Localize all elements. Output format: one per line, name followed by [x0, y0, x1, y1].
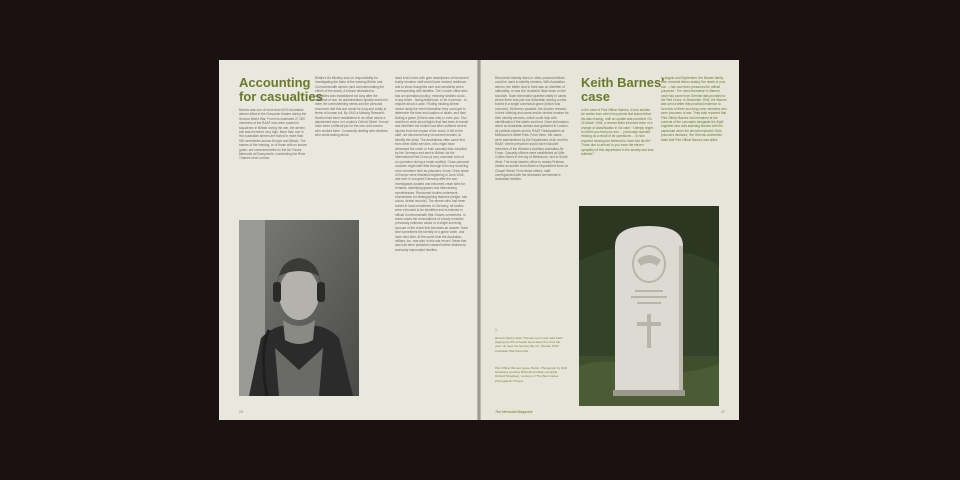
case-title-line-2: case — [581, 89, 610, 104]
airman-portrait-photo — [239, 220, 359, 396]
page-number-right: 27 — [721, 410, 725, 414]
gravestone-photo — [579, 206, 719, 406]
text-column-2: Britain's Air Ministry took on responsibility for investigating the fates of the missing British and Commonwealth airmen (and commemorating the efforts of the dead). A branch dedicated to casualties was established not long after the outbreak of war. Its administrators quickly worked to meet the overwhelming needs and the personal resources that this war would be long and costly in terms of human toll. By 1942 a Missing Research Section had been established in an office above a department store on London's Oxford Street. It must have been a difficult job for the men and women who worked there. Constantly dealing with relatives who wrote asking about — [315, 76, 389, 138]
case-title-line-1: Keith Barnes' — [581, 75, 665, 90]
text-column-3: dead loved ones with grim descriptions of recovered bodily remains: staff would have needed resilience, and to show thoughtful care and sensitivity when corresponding with families. The London office also had an operational policy, meaning families could - in any times - facing telephone, or be in person - to enquire about a case. Finding missing airmen meant using the best information they could get to determine the time and location of death, and then finding a grave (if there was one) or even you. Two months to write about flights that had been in transit and identified the bodies had often suffered severe injuries from the impact of the crash. It fell to the staff, not discovered any recovered remains, to identify the dead. The Australians often came first from other Allied services, who might have witnessed the crash or from casualty lists compiled by the Germans and sent to Britain via the International Red Cross (a very uncertain form of co-operation during a brutal conflict). Close personal contacts might later filter through from any surviving crew members held as prisoners of war. Once areas of Europe were liberated beginning in June 1944, and then in occupied Germany after the war, investigators located and exhumed crash sites for remains, identifying graves and interviewing eyewitnesses. Recovered bodies underwent examination for distinguishing features (height, hair colour, dental records). The airmen who had been buried in local cemeteries in Germany, all bodies were exhumed to be identified and re-interred in official Commonwealth War Graves cemeteries. In some cases the exhumations of a body revealed previously unknown cases or a single surviving account of the crash that becomes an answer. Hard time sometimes the identity of a grave when, and have died later. At the same time the Australian military, too, was also in this war record. News that was had been published caused further distress to anxiously impounded families. — [395, 76, 469, 252]
caption-number-1: 1 — [495, 328, 497, 332]
text-column-6: In August and September, the Barnes family then received letters stating 'the death of your son ... has now been presumed for official purposes'. The new information in Barnes' case had come from German lists provided to the Red Cross. In December 1944, the Barnes was sent a letter that provided evidence to form two of three surviving crew members who were prisoners of war. They both reported that Pilot Officer Barnes had remained at the controls of the Lancaster alongside the flight engineer who was assisting Barnes with the parachute when the aircraft exploded. Both prisoners declared, 'the German authorities state that Pilot Officer Barnes was killed'. — [661, 76, 727, 142]
page-number-left: 24 — [239, 410, 243, 414]
case-title — [581, 76, 664, 104]
left-page — [219, 60, 477, 420]
caption-1: Recent history when Thomas Lyons last read Keith playing the 6th of heads and a letter from him the year. He does his last day like thi.. We like 1943 Australian War Memorial. — [495, 336, 563, 353]
text-column-5: In the case of Pilot Officer Barnes, it took another six weeks from when his parents first learned that his was missing, until an update was provided. On 16 March 1945, a receive letter informed them of a change of classification in his case: "I deeply regret to inform you that your son ... previously reported missing as a result of air operations ... is now reported missing but believed to have lost his life". Those due to arrived to you more the eleven sympathy of this department in the anxiety and loss suffered." — [581, 108, 654, 157]
airman-portrait-illustration — [239, 220, 359, 396]
text-column-1: Barnes was one of more than 6000 Australian airmen killed in the European theatre during the Second World War. From his estimated 27,000 members of the RAAF who were posted to squadrons in Britain during the war, the airmen lost was therefore very high. More than one in five Australian airmen are buried in more than 900 cemeteries across Europe and Britain. The names of the missing, or of those with no known grave, are commemorated on the Air Forces Memorial at Runnymede, overlooking the River Thames near London. — [239, 108, 308, 161]
magazine-footer-title: The Memorial Magazine — [495, 410, 533, 414]
title-line-1: Accounting — [239, 75, 311, 90]
magazine-spread — [219, 60, 739, 420]
right-page — [481, 60, 739, 420]
text-column-4: Recovered identity discs or other personal effects could be used to identify remains. With Australian airmen, the better clue in front was on identifier of nationality, or was the 'Australia' flash sewn on the shoulder. Each information granted clarity in cases where there was just one Australian among a crew buried in a single communal grave (which was common). Wherever possible, the doctors dressed in their clothing and name and/or service number for their identity services, which could help with identification if the labels survived. Once information about an Australian airman was gathered in London, all portfolio sheets sent to RAAF Headquarters at Melbourne's Albert Park. From there, the cases were administered by the Department of Air and the RAAF, where personnel would have included members of the Women's Auxiliary Australian Air Force. Casualty officers were established at Little Collins Street in the city of Melbourne, and in South West. The body bearers office to nearby Prahran, invited an airmen from Albert a Department store on Chapel Street. From these offices, staff corresponded with the deceased servicemen's Australian families. — [495, 76, 569, 182]
title-line-2: for casualties — [239, 89, 323, 104]
gravestone-illustration — [579, 206, 719, 406]
article-title — [239, 76, 323, 104]
caption-2: Pilot Officer Barnes' grave, Berlin. Photograph by Wolf Strasberg courtesy Rhineland Gallery Australia. Richard Strasberg, courtesy of The War Graves Photographic Project. — [495, 366, 567, 383]
